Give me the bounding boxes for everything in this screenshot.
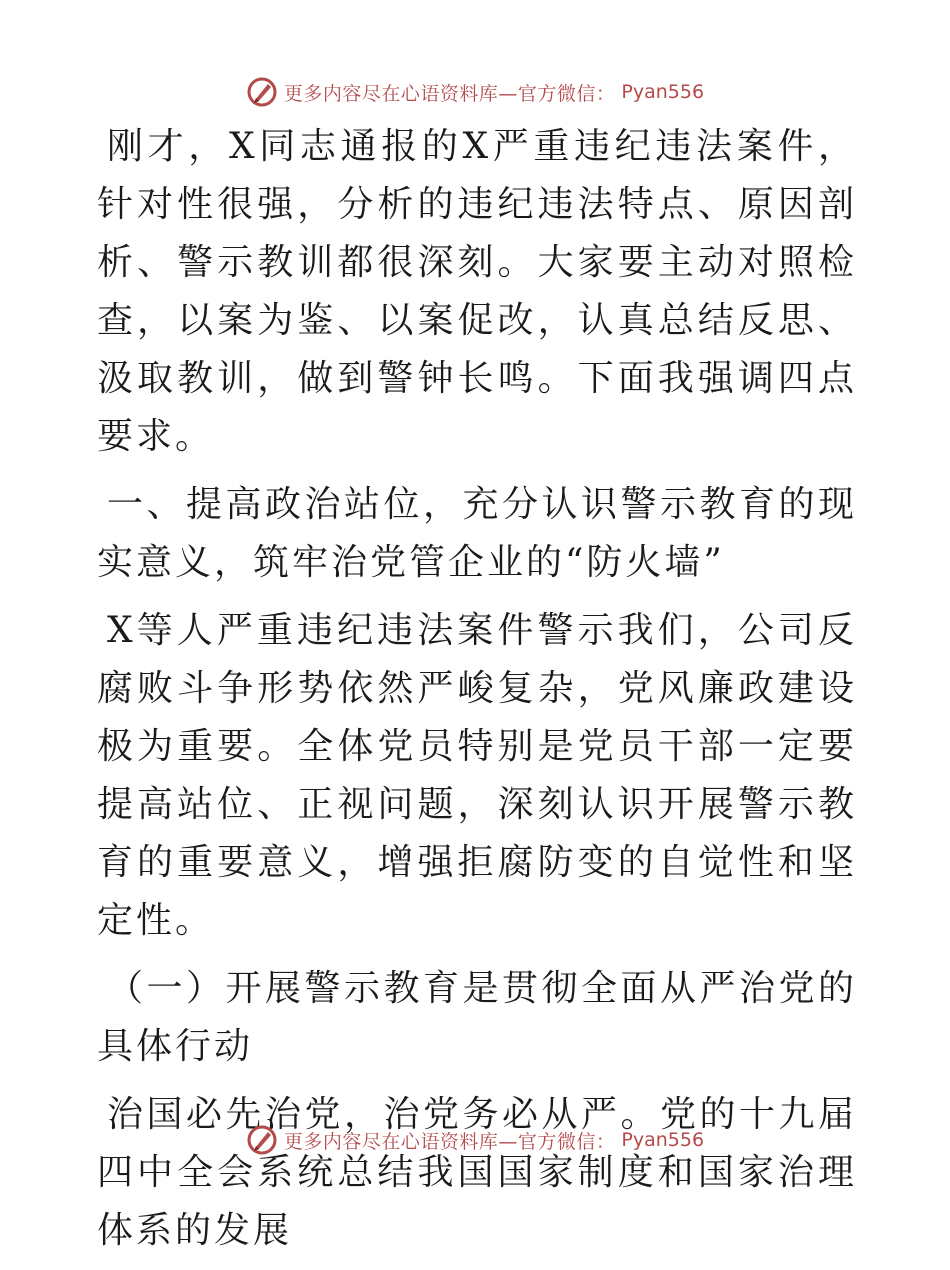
quill-pen-icon (246, 1124, 278, 1156)
paragraph-subsection-1: 治国必先治党，治党务必从严。党的十九届四中全会系统总结我国国家制度和国家治理体系的发展 (97, 1094, 857, 1251)
quill-pen-icon (246, 76, 278, 108)
watermark-wechat-id: Pyan556 (621, 1129, 705, 1151)
subsection-heading-1: （一）开展警示教育是贯彻全面从严治党的具体行动 (97, 968, 857, 1067)
paragraph-intro: 刚才，X同志通报的X严重违纪违法案件，针对性很强，分析的违纪违法特点、原因剖析、警示教训都很深刻。大家要主动对照检查，以案为鉴、以案促改，认真总结反思、汲取教训，做到警钟长鸣。下面我强调四点要求。 (97, 126, 857, 457)
watermark-text: 更多内容尽在心语资料库—官方微信： (283, 82, 616, 105)
section-heading-1: 一、提高政治站位，充分认识警示教育的现实意义，筑牢治党管企业的“防火墙” (97, 484, 857, 583)
watermark-text: 更多内容尽在心语资料库—官方微信： (283, 1130, 616, 1153)
watermark-footer (0, 1120, 950, 1160)
watermark-header (0, 72, 950, 112)
paragraph-section-1: X等人严重违纪违法案件警示我们，公司反腐败斗争形势依然严峻复杂，党风廉政建设极为重要。全体党员特别是党员干部一定要提高站位、正视问题，深刻认识开展警示教育的重要意义，增强拒腐防变的自觉性和坚定性。 (97, 610, 857, 941)
watermark-wechat-id: Pyan556 (621, 81, 705, 103)
document-body (97, 118, 857, 1270)
